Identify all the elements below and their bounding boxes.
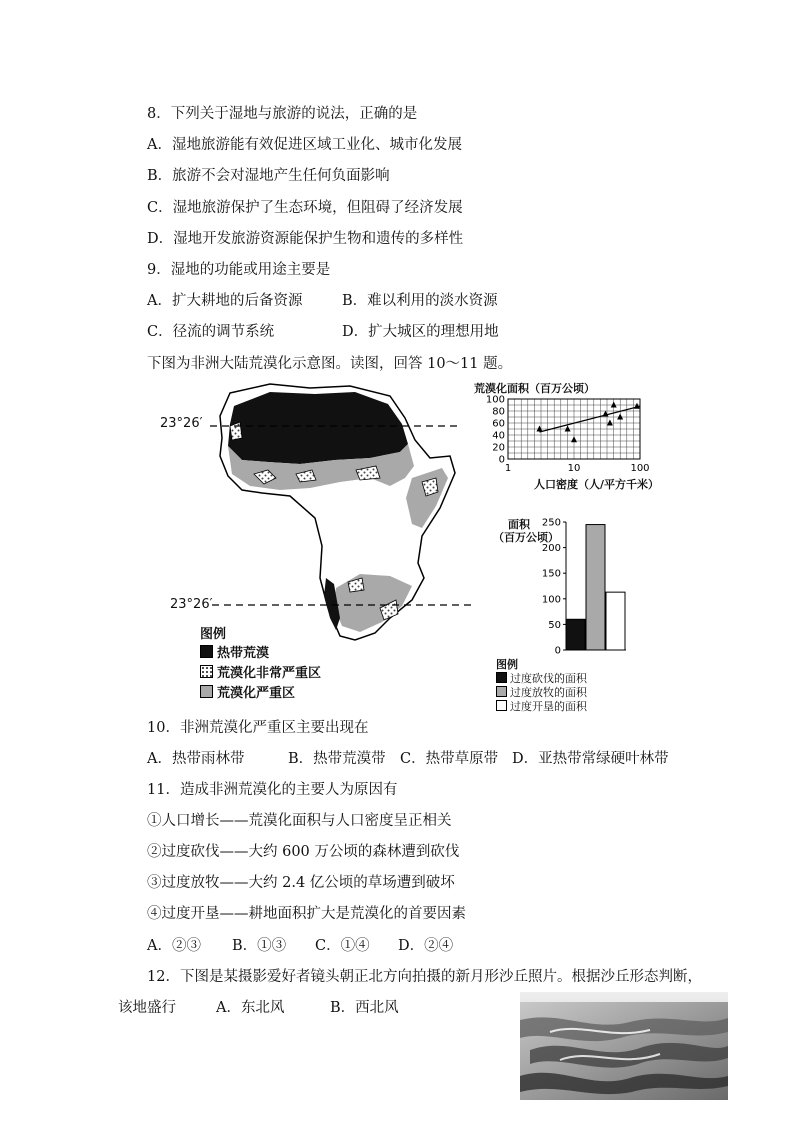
- q11-item-4: ④过度开垦——耕地面积扩大是荒漠化的首要因素: [147, 906, 466, 922]
- legend-label-severe: 荒漠化严重区: [217, 686, 296, 701]
- bar-ylabel-line2: （百万公顷）: [493, 531, 559, 544]
- q11-option-c: C．①④: [315, 938, 370, 954]
- severe-region-south: [334, 574, 412, 632]
- tropical-desert-region: [228, 392, 408, 464]
- bar-y-tick-label: 250: [541, 517, 561, 529]
- legend-label-very-severe: 荒漠化非常严重区: [217, 666, 322, 681]
- scatter-ylabel: 荒漠化面积（百万公顷）: [474, 382, 595, 395]
- q9-option-b: B．难以利用的淡水资源: [342, 293, 498, 309]
- q10-option-d: D．亚热带常绿硬叶林带: [512, 751, 669, 767]
- scatter-trend-line: [539, 406, 640, 432]
- q10-stem: 10．非洲荒漠化严重区主要出现在: [147, 720, 369, 736]
- q12-option-a: A．东北风: [216, 1000, 285, 1016]
- scatter-y-tick-label: 20: [492, 442, 505, 454]
- q9-option-d: D．扩大城区的理想用地: [342, 324, 499, 340]
- q10-option-b: B．热带荒漠带: [288, 751, 386, 767]
- bar-ylabel-line1: 面积: [508, 518, 530, 531]
- bar-y-tick-label: 0: [554, 645, 561, 654]
- legend-swatch-desert: [200, 645, 213, 658]
- figure-intro: 下图为非洲大陆荒漠化示意图。读图，回答 10～11 题。: [147, 356, 513, 372]
- scatter-y-tick-label: 0: [498, 454, 505, 466]
- scatter-y-tick-label: 60: [492, 418, 505, 430]
- scatter-point: [611, 402, 617, 408]
- map-legend-title: 图例: [200, 627, 227, 642]
- bar-legend-swatch-1: [496, 672, 507, 683]
- scatter-point: [565, 426, 571, 432]
- q8-option-b: B．旅游不会对湿地产生任何负面影响: [147, 168, 390, 184]
- scatter-y-tick-label: 80: [492, 406, 505, 418]
- legend-swatch-severe: [200, 685, 213, 698]
- scatter-y-tick-label: 40: [492, 430, 505, 442]
- q9-option-a: A．扩大耕地的后备资源: [147, 293, 303, 309]
- bar-legend-title: 图例: [496, 658, 518, 671]
- bar-2: [586, 525, 605, 650]
- sand-dune-photo: [520, 992, 728, 1100]
- q11-item-3: ③过度放牧——大约 2.4 亿公顷的草场遭到破坏: [147, 875, 455, 891]
- bar-legend-item-3: [496, 698, 587, 714]
- q11-item-1: ①人口增长——荒漠化面积与人口密度呈正相关: [147, 813, 452, 829]
- lat-label-north: 23°26′: [160, 416, 203, 431]
- q12-option-b: B．西北风: [330, 1000, 399, 1016]
- scatter-point: [536, 426, 542, 432]
- scatter-x-tick-label: 1: [504, 463, 512, 473]
- q11-option-d: D．②④: [398, 938, 454, 954]
- bar-3: [606, 592, 625, 650]
- scatter-point: [607, 420, 613, 426]
- bar-y-tick-label: 100: [541, 594, 561, 606]
- bar-chart: [530, 514, 650, 654]
- legend-swatch-very-severe: [200, 665, 213, 678]
- q8-option-c: C．湿地旅游保护了生态环境，但阻碍了经济发展: [147, 200, 463, 216]
- scatter-y-tick-label: 100: [485, 394, 505, 406]
- bar-y-tick-label: 200: [541, 543, 561, 555]
- scatter-point: [602, 411, 608, 417]
- bar-legend-swatch-3: [496, 700, 507, 711]
- lat-label-south: 23°26′: [170, 597, 213, 612]
- map-legend-desert: [200, 642, 269, 661]
- map-legend-severe: [200, 682, 295, 701]
- q9-stem: 9．湿地的功能或用途主要是: [147, 262, 331, 278]
- bar-legend-label-1: 过度砍伐的面积: [510, 672, 587, 685]
- q10-option-c: C．热带草原带: [400, 751, 499, 767]
- bar-legend-swatch-2: [496, 686, 507, 697]
- scatter-xlabel: 人口密度（人/平方千米）: [534, 478, 660, 491]
- q9-option-c: C．径流的调节系统: [147, 324, 275, 340]
- map-legend-very-severe: [200, 662, 321, 681]
- q11-item-2: ②过度砍伐——大约 600 万公顷的森林遭到砍伐: [147, 844, 460, 860]
- bar-1: [566, 619, 585, 650]
- scatter-point: [617, 414, 623, 420]
- q8-option-d: D．湿地开发旅游资源能保护生物和遗传的多样性: [147, 231, 464, 247]
- scatter-point: [571, 436, 577, 442]
- bar-legend-label-2: 过度放牧的面积: [510, 686, 587, 699]
- q11-stem: 11．造成非洲荒漠化的主要人为原因有: [147, 782, 398, 798]
- q12-continuation: 该地盛行: [118, 1000, 176, 1016]
- scatter-x-tick-label: 10: [567, 463, 581, 473]
- q8-stem: 8．下列关于湿地与旅游的说法，正确的是: [147, 106, 418, 122]
- q10-option-a: A．热带雨林带: [147, 751, 245, 767]
- scatter-chart: [480, 393, 660, 473]
- scatter-x-tick-label: 100: [630, 463, 650, 473]
- q8-option-a: A．湿地旅游能有效促进区域工业化、城市化发展: [147, 137, 462, 153]
- scatter-point: [634, 403, 640, 409]
- q11-option-a: A．②③: [147, 938, 201, 954]
- bar-legend-label-3: 过度开垦的面积: [510, 700, 587, 713]
- legend-label-desert: 热带荒漠: [217, 646, 270, 661]
- bar-y-tick-label: 50: [548, 619, 561, 631]
- q11-option-b: B．①③: [232, 938, 287, 954]
- bar-y-tick-label: 150: [541, 568, 561, 580]
- q12-stem: 12．下图是某摄影爱好者镜头朝正北方向拍摄的新月形沙丘照片。根据沙丘形态判断，: [147, 969, 702, 985]
